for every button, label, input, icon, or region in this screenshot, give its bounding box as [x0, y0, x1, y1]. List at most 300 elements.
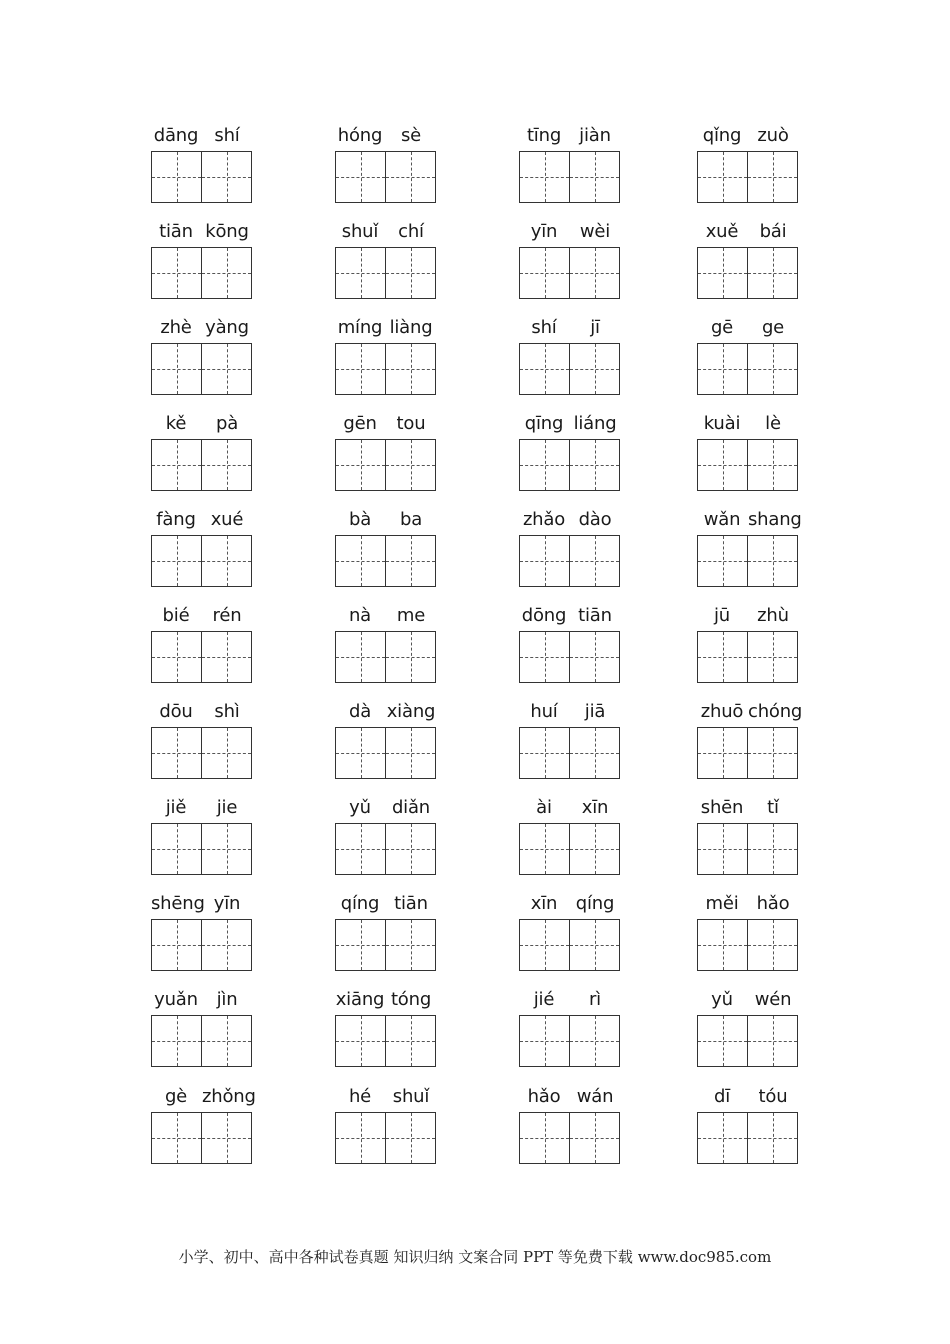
character-box[interactable]	[697, 535, 748, 587]
horizontal-guide-line	[202, 369, 251, 370]
pinyin-row	[697, 317, 798, 341]
horizontal-guide-line	[202, 753, 251, 754]
character-box[interactable]	[386, 247, 436, 299]
character-box[interactable]	[335, 1112, 386, 1164]
horizontal-guide-line	[152, 753, 201, 754]
pinyin-row	[335, 893, 436, 917]
word-item	[335, 701, 436, 779]
pinyin-row	[697, 413, 798, 437]
word-item	[697, 317, 798, 395]
pinyin-syllable: hóng	[337, 125, 383, 146]
horizontal-guide-line	[698, 561, 747, 562]
word-item	[151, 701, 252, 779]
pinyin-syllable: ge	[761, 317, 785, 338]
pinyin-row	[697, 125, 798, 149]
word-item	[335, 797, 436, 875]
pinyin-syllable: měi	[705, 893, 739, 914]
pinyin-syllable: shang	[748, 509, 802, 530]
word-item	[697, 797, 798, 875]
horizontal-guide-line	[336, 273, 385, 274]
character-box[interactable]	[748, 1015, 798, 1067]
horizontal-guide-line	[152, 465, 201, 466]
pinyin-row	[335, 1086, 436, 1110]
pinyin-row	[151, 893, 252, 917]
pinyin-syllable: dà	[348, 701, 372, 722]
pinyin-syllable: xīn	[581, 797, 609, 818]
word-item	[151, 509, 252, 587]
character-box[interactable]	[335, 823, 386, 875]
character-box[interactable]	[151, 1112, 202, 1164]
pinyin-syllable: rì	[588, 989, 601, 1010]
character-box[interactable]	[519, 1015, 570, 1067]
horizontal-guide-line	[336, 753, 385, 754]
character-box[interactable]	[570, 727, 620, 779]
writing-grid	[335, 631, 436, 682]
pinyin-row	[697, 797, 798, 821]
horizontal-guide-line	[570, 945, 619, 946]
pinyin-row	[151, 701, 252, 725]
pinyin-syllable: dāng	[153, 125, 199, 146]
horizontal-guide-line	[748, 1041, 797, 1042]
character-box[interactable]	[570, 247, 620, 299]
pinyin-syllable: míng	[337, 317, 383, 338]
pinyin-row	[151, 317, 252, 341]
pinyin-row	[697, 605, 798, 629]
writing-grid	[519, 247, 620, 298]
pinyin-syllable: wán	[576, 1086, 614, 1107]
horizontal-guide-line	[386, 561, 435, 562]
horizontal-guide-line	[520, 657, 569, 658]
pinyin-syllable: gè	[164, 1086, 188, 1107]
pinyin-syllable: wén	[754, 989, 792, 1010]
pinyin-row	[519, 701, 620, 725]
horizontal-guide-line	[520, 945, 569, 946]
pinyin-row	[151, 989, 252, 1013]
character-box[interactable]	[748, 919, 798, 971]
pinyin-syllable: dōng	[521, 605, 567, 626]
character-box[interactable]	[386, 727, 436, 779]
horizontal-guide-line	[570, 561, 619, 562]
pinyin-syllable: gē	[710, 317, 734, 338]
pinyin-syllable: hǎo	[756, 893, 790, 914]
word-item	[697, 509, 802, 587]
pinyin-row	[151, 125, 252, 149]
writing-grid	[151, 1015, 252, 1066]
pinyin-syllable: qǐng	[702, 125, 742, 146]
character-box[interactable]	[748, 151, 798, 203]
pinyin-syllable: gēn	[343, 413, 377, 434]
pinyin-syllable: bié	[162, 605, 190, 626]
horizontal-guide-line	[698, 657, 747, 658]
character-box[interactable]	[519, 247, 570, 299]
pinyin-row	[519, 413, 620, 437]
pinyin-syllable: zhǎo	[522, 509, 566, 530]
writing-grid	[697, 535, 798, 586]
horizontal-guide-line	[698, 1041, 747, 1042]
pinyin-syllable: qíng	[340, 893, 380, 914]
character-box[interactable]	[202, 535, 252, 587]
character-box[interactable]	[519, 343, 570, 395]
horizontal-guide-line	[386, 1138, 435, 1139]
word-item	[697, 701, 803, 779]
horizontal-guide-line	[386, 753, 435, 754]
pinyin-syllable: shuǐ	[392, 1086, 430, 1107]
writing-grid	[151, 823, 252, 874]
horizontal-guide-line	[570, 657, 619, 658]
character-box[interactable]	[202, 631, 252, 683]
pinyin-syllable: shuǐ	[341, 221, 379, 242]
pinyin-row	[697, 893, 798, 917]
writing-grid	[151, 727, 252, 778]
horizontal-guide-line	[520, 753, 569, 754]
character-box[interactable]	[697, 919, 748, 971]
character-box[interactable]	[386, 343, 436, 395]
character-box[interactable]	[519, 439, 570, 491]
footer-text: 小学、初中、高中各种试卷真题 知识归纳 文案合同 PPT 等免费下载 www.doc985.com	[178, 1248, 772, 1266]
pinyin-row	[519, 797, 620, 821]
character-box[interactable]	[748, 247, 798, 299]
character-box[interactable]	[570, 1015, 620, 1067]
character-box[interactable]	[519, 535, 570, 587]
pinyin-syllable: lè	[765, 413, 781, 434]
pinyin-syllable: chóng	[748, 701, 803, 722]
pinyin-syllable: jiàn	[579, 125, 611, 146]
word-item	[697, 605, 798, 683]
pinyin-syllable: zhuō	[700, 701, 744, 722]
pinyin-syllable: qíng	[575, 893, 615, 914]
character-box[interactable]	[151, 631, 202, 683]
character-box[interactable]	[697, 439, 748, 491]
word-item	[151, 125, 252, 203]
character-box[interactable]	[335, 1015, 386, 1067]
pinyin-row	[519, 221, 620, 245]
character-box[interactable]	[335, 439, 386, 491]
character-box[interactable]	[570, 343, 620, 395]
character-box[interactable]	[202, 727, 252, 779]
pinyin-row	[151, 1086, 256, 1110]
writing-grid	[519, 439, 620, 490]
horizontal-guide-line	[202, 1138, 251, 1139]
pinyin-syllable: jū	[713, 605, 730, 626]
pinyin-syllable: tiān	[394, 893, 428, 914]
horizontal-guide-line	[748, 849, 797, 850]
character-box[interactable]	[519, 823, 570, 875]
character-box[interactable]	[335, 343, 386, 395]
character-box[interactable]	[335, 151, 386, 203]
word-item	[519, 125, 620, 203]
writing-grid	[151, 439, 252, 490]
pinyin-row	[151, 605, 252, 629]
character-box[interactable]	[697, 1015, 748, 1067]
horizontal-guide-line	[386, 177, 435, 178]
word-item	[519, 893, 620, 971]
character-box[interactable]	[570, 631, 620, 683]
character-box[interactable]	[386, 631, 436, 683]
pinyin-syllable: yuǎn	[154, 989, 198, 1010]
pinyin-syllable: yǔ	[711, 989, 733, 1010]
horizontal-guide-line	[698, 849, 747, 850]
horizontal-guide-line	[336, 1041, 385, 1042]
pinyin-syllable: jie	[216, 797, 238, 818]
word-item	[519, 701, 620, 779]
word-item	[151, 1086, 256, 1164]
pinyin-row	[519, 317, 620, 341]
character-box[interactable]	[697, 1112, 748, 1164]
pinyin-syllable: yīn	[530, 221, 558, 242]
writing-grid	[697, 247, 798, 298]
word-item	[697, 893, 798, 971]
word-item	[335, 413, 436, 491]
horizontal-guide-line	[748, 945, 797, 946]
horizontal-guide-line	[520, 1138, 569, 1139]
character-box[interactable]	[519, 727, 570, 779]
pinyin-syllable: jié	[533, 989, 555, 1010]
horizontal-guide-line	[748, 177, 797, 178]
pinyin-syllable: me	[396, 605, 426, 626]
pinyin-row	[335, 989, 436, 1013]
horizontal-guide-line	[748, 753, 797, 754]
pinyin-syllable: dōu	[159, 701, 193, 722]
writing-grid	[335, 151, 436, 202]
character-box[interactable]	[386, 823, 436, 875]
character-box[interactable]	[570, 151, 620, 203]
horizontal-guide-line	[202, 657, 251, 658]
word-item	[697, 1086, 798, 1164]
character-box[interactable]	[570, 535, 620, 587]
writing-grid	[519, 1015, 620, 1066]
horizontal-guide-line	[202, 849, 251, 850]
word-item	[519, 413, 620, 491]
pinyin-syllable: pà	[215, 413, 239, 434]
horizontal-guide-line	[520, 177, 569, 178]
character-box[interactable]	[386, 151, 436, 203]
character-box[interactable]	[697, 247, 748, 299]
pinyin-row	[335, 125, 436, 149]
horizontal-guide-line	[748, 369, 797, 370]
character-box[interactable]	[335, 535, 386, 587]
character-box[interactable]	[697, 823, 748, 875]
character-box[interactable]	[151, 823, 202, 875]
pinyin-syllable: hǎo	[527, 1086, 561, 1107]
pinyin-row	[519, 509, 620, 533]
character-box[interactable]	[202, 1015, 252, 1067]
writing-grid	[335, 727, 436, 778]
character-box[interactable]	[570, 919, 620, 971]
pinyin-syllable: tóu	[758, 1086, 788, 1107]
character-box[interactable]	[697, 631, 748, 683]
horizontal-guide-line	[570, 465, 619, 466]
horizontal-guide-line	[386, 657, 435, 658]
pinyin-syllable: kōng	[205, 221, 249, 242]
character-box[interactable]	[151, 1015, 202, 1067]
horizontal-guide-line	[386, 1041, 435, 1042]
character-box[interactable]	[519, 631, 570, 683]
character-box[interactable]	[202, 343, 252, 395]
writing-grid	[697, 919, 798, 970]
horizontal-guide-line	[336, 465, 385, 466]
pinyin-syllable: ba	[399, 509, 423, 530]
word-item	[151, 413, 252, 491]
word-item	[697, 989, 798, 1067]
pinyin-syllable: chí	[398, 221, 424, 242]
word-item	[335, 989, 436, 1067]
character-box[interactable]	[748, 823, 798, 875]
horizontal-guide-line	[336, 945, 385, 946]
character-box[interactable]	[748, 343, 798, 395]
horizontal-guide-line	[202, 561, 251, 562]
pinyin-row	[519, 893, 620, 917]
pinyin-syllable: tǐ	[767, 797, 779, 818]
character-box[interactable]	[151, 247, 202, 299]
horizontal-guide-line	[570, 1041, 619, 1042]
horizontal-guide-line	[748, 1138, 797, 1139]
writing-grid	[335, 343, 436, 394]
writing-grid	[519, 919, 620, 970]
writing-grid	[519, 1112, 620, 1163]
pinyin-syllable: zuò	[757, 125, 789, 146]
writing-grid	[697, 1112, 798, 1163]
character-box[interactable]	[748, 631, 798, 683]
horizontal-guide-line	[152, 1041, 201, 1042]
pinyin-syllable: liàng	[389, 317, 433, 338]
pinyin-row	[335, 509, 436, 533]
character-box[interactable]	[748, 1112, 798, 1164]
character-box[interactable]	[151, 919, 202, 971]
writing-grid	[519, 823, 620, 874]
character-box[interactable]	[386, 919, 436, 971]
character-box[interactable]	[748, 439, 798, 491]
pinyin-syllable: jìn	[216, 989, 238, 1010]
word-item	[697, 413, 798, 491]
word-item	[519, 989, 620, 1067]
horizontal-guide-line	[570, 273, 619, 274]
pinyin-syllable: xué	[210, 509, 244, 530]
character-box[interactable]	[202, 919, 252, 971]
writing-grid	[697, 823, 798, 874]
pinyin-syllable: bà	[348, 509, 372, 530]
horizontal-guide-line	[336, 657, 385, 658]
pinyin-row	[519, 1086, 620, 1110]
character-box[interactable]	[151, 439, 202, 491]
character-box[interactable]	[335, 727, 386, 779]
pinyin-syllable: rén	[212, 605, 242, 626]
pinyin-syllable: tou	[396, 413, 426, 434]
pinyin-syllable: tóng	[390, 989, 432, 1010]
horizontal-guide-line	[748, 273, 797, 274]
character-box[interactable]	[151, 727, 202, 779]
horizontal-guide-line	[748, 657, 797, 658]
character-box[interactable]	[386, 439, 436, 491]
pinyin-syllable: xiāng	[335, 989, 385, 1010]
horizontal-guide-line	[202, 273, 251, 274]
horizontal-guide-line	[386, 273, 435, 274]
writing-grid	[335, 1112, 436, 1163]
horizontal-guide-line	[386, 465, 435, 466]
writing-grid	[335, 535, 436, 586]
writing-grid	[335, 247, 436, 298]
word-item	[519, 797, 620, 875]
horizontal-guide-line	[152, 657, 201, 658]
horizontal-guide-line	[386, 849, 435, 850]
word-item	[519, 221, 620, 299]
word-item	[151, 605, 252, 683]
character-box[interactable]	[570, 1112, 620, 1164]
word-item	[519, 1086, 620, 1164]
writing-grid	[151, 151, 252, 202]
horizontal-guide-line	[520, 1041, 569, 1042]
character-box[interactable]	[335, 919, 386, 971]
character-box[interactable]	[151, 343, 202, 395]
horizontal-guide-line	[386, 369, 435, 370]
character-box[interactable]	[570, 439, 620, 491]
pinyin-syllable: zhù	[757, 605, 789, 626]
character-box[interactable]	[697, 727, 748, 779]
character-box[interactable]	[151, 151, 202, 203]
writing-grid	[697, 151, 798, 202]
pinyin-row	[151, 221, 252, 245]
character-box[interactable]	[519, 1112, 570, 1164]
horizontal-guide-line	[152, 561, 201, 562]
writing-grid	[151, 247, 252, 298]
writing-grid	[151, 631, 252, 682]
character-box[interactable]	[202, 439, 252, 491]
horizontal-guide-line	[202, 177, 251, 178]
character-box[interactable]	[519, 151, 570, 203]
horizontal-guide-line	[152, 177, 201, 178]
horizontal-guide-line	[748, 561, 797, 562]
horizontal-guide-line	[570, 753, 619, 754]
character-box[interactable]	[697, 151, 748, 203]
writing-grid	[697, 631, 798, 682]
pinyin-row	[335, 605, 436, 629]
character-box[interactable]	[748, 727, 798, 779]
character-box[interactable]	[748, 535, 798, 587]
character-box[interactable]	[335, 631, 386, 683]
pinyin-syllable: yàng	[205, 317, 249, 338]
character-box[interactable]	[697, 343, 748, 395]
character-box[interactable]	[202, 1112, 252, 1164]
horizontal-guide-line	[152, 945, 201, 946]
writing-grid	[519, 343, 620, 394]
character-box[interactable]	[335, 247, 386, 299]
pinyin-row	[335, 221, 436, 245]
character-box[interactable]	[386, 535, 436, 587]
writing-grid	[335, 439, 436, 490]
character-box[interactable]	[202, 151, 252, 203]
horizontal-guide-line	[748, 465, 797, 466]
character-box[interactable]	[570, 823, 620, 875]
word-item	[335, 605, 436, 683]
pinyin-syllable: tiān	[578, 605, 612, 626]
pinyin-syllable: tiān	[159, 221, 193, 242]
character-box[interactable]	[519, 919, 570, 971]
character-box[interactable]	[202, 823, 252, 875]
character-box[interactable]	[386, 1015, 436, 1067]
character-box[interactable]	[202, 247, 252, 299]
horizontal-guide-line	[698, 945, 747, 946]
horizontal-guide-line	[336, 849, 385, 850]
character-box[interactable]	[386, 1112, 436, 1164]
word-item	[151, 317, 252, 395]
pinyin-syllable: zhǒng	[202, 1086, 256, 1107]
pinyin-syllable: xiàng	[386, 701, 436, 722]
horizontal-guide-line	[336, 1138, 385, 1139]
horizontal-guide-line	[570, 177, 619, 178]
pinyin-syllable: liáng	[573, 413, 617, 434]
horizontal-guide-line	[698, 369, 747, 370]
character-box[interactable]	[151, 535, 202, 587]
pinyin-row	[335, 317, 436, 341]
